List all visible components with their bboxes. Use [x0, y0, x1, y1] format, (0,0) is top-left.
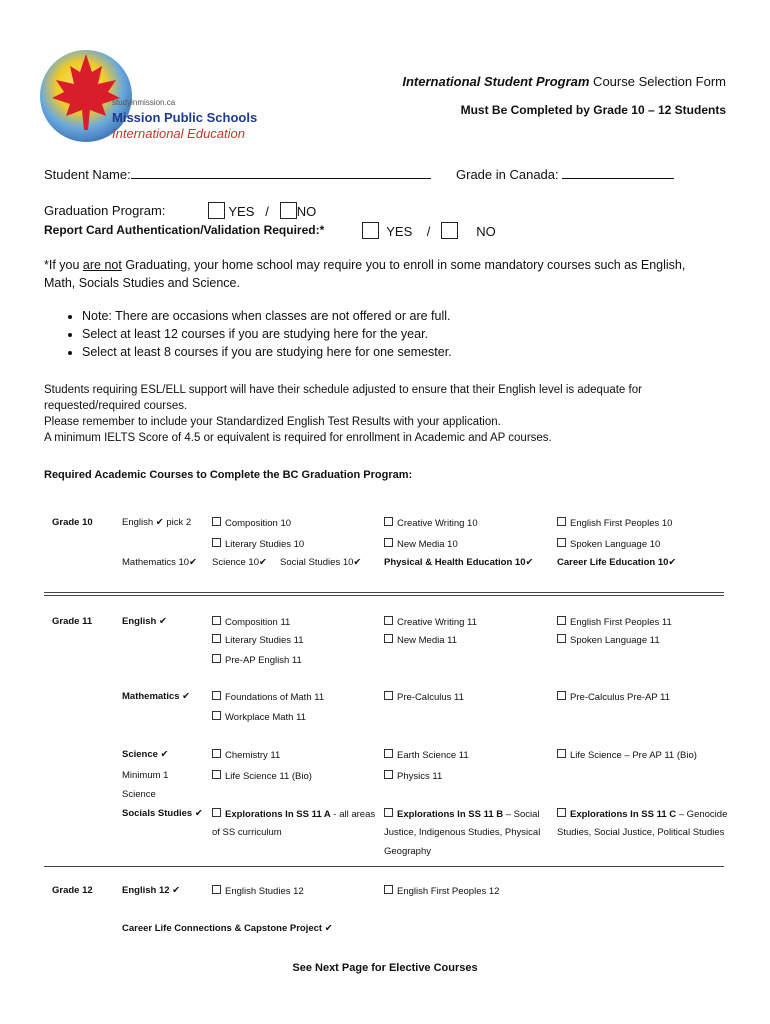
checkbox-icon[interactable]: [384, 808, 393, 817]
course-label-rest: - all areas: [330, 809, 376, 820]
graduation-yes-checkbox[interactable]: [208, 202, 225, 219]
checkbox-icon[interactable]: [212, 885, 221, 894]
course-label: English Studies 12: [225, 886, 304, 897]
course-label: Literary Studies 11: [225, 635, 304, 646]
course-label: New Media 11: [397, 635, 458, 646]
course-option[interactable]: [212, 538, 304, 550]
checkbox-icon[interactable]: [384, 691, 393, 700]
grade11-label: Grade 11: [52, 616, 93, 627]
course-option[interactable]: [212, 517, 291, 529]
course-label: Creative Writing 10: [397, 518, 478, 529]
esl-info: [44, 382, 642, 446]
course-desc: of SS curriculum: [212, 827, 282, 838]
grade-label: Grade in Canada:: [456, 167, 559, 182]
course-label: English First Peoples 12: [397, 886, 500, 897]
course-option[interactable]: [212, 770, 312, 782]
course-desc: Studies, Social Justice, Political Studies: [557, 827, 725, 838]
form-subtitle: Must Be Completed by Grade 10 – 12 Students: [460, 103, 726, 117]
grade11-math: Mathematics ✔: [122, 691, 191, 702]
graduation-no-checkbox[interactable]: [280, 202, 297, 219]
report-card-slash: /: [426, 224, 431, 239]
checkbox-icon[interactable]: [212, 517, 221, 526]
course-option[interactable]: [557, 538, 660, 550]
note-line1-rest: Graduating, your home school may require you to enroll in some mandatory courses such as English,: [121, 258, 686, 272]
student-name-field[interactable]: [131, 166, 431, 179]
course-option[interactable]: [557, 691, 670, 703]
logo-intl-education: International Education: [112, 126, 245, 141]
course-option[interactable]: [212, 885, 304, 897]
divider: [44, 592, 724, 593]
course-option[interactable]: [212, 634, 304, 646]
course-option[interactable]: [212, 616, 290, 628]
form-title: [402, 74, 726, 89]
esl-line: requested/required courses.: [44, 400, 188, 412]
graduation-yes-label: YES: [228, 204, 255, 219]
grade10-phe: Physical & Health Education 10✔: [384, 557, 534, 568]
course-label: English First Peoples 11: [570, 617, 672, 628]
grade11-english: English ✔: [122, 616, 167, 627]
grade10-cle: Career Life Education 10✔: [557, 557, 677, 568]
grade-field[interactable]: [562, 166, 674, 179]
logo-school-name: Mission Public Schools: [112, 110, 258, 125]
grade10-socials: Social Studies 10✔: [280, 557, 362, 568]
course-label: Explorations In SS 11 A: [225, 809, 331, 820]
course-option[interactable]: [384, 634, 457, 646]
esl-line: A minimum IELTS Score of 4.5 or equivalent is required for enrollment in Academic and AP courses.: [44, 432, 552, 444]
checkbox-icon[interactable]: [384, 517, 393, 526]
course-option[interactable]: [384, 538, 458, 550]
checkbox-icon[interactable]: [557, 616, 566, 625]
checkbox-icon[interactable]: [384, 538, 393, 547]
esl-line: Please remember to include your Standardized English Test Results with your application.: [44, 416, 501, 428]
course-option[interactable]: [212, 808, 375, 820]
note-line2: Math, Socials Studies and Science.: [44, 276, 240, 290]
checkbox-icon[interactable]: [212, 808, 221, 817]
course-option[interactable]: [557, 634, 660, 646]
course-label: Spoken Language 10: [570, 539, 661, 550]
course-option[interactable]: [384, 808, 540, 820]
checkbox-icon[interactable]: [557, 691, 566, 700]
course-label: Chemistry 11: [225, 750, 281, 761]
course-label-rest: – Social: [503, 809, 540, 820]
checkbox-icon[interactable]: [557, 634, 566, 643]
report-card-yes-checkbox[interactable]: [362, 222, 379, 239]
course-option[interactable]: [557, 517, 672, 529]
report-card-yes-label: YES: [386, 224, 413, 239]
grade-row: [456, 166, 674, 182]
report-card-no-checkbox[interactable]: [441, 222, 458, 239]
checkbox-icon[interactable]: [557, 808, 566, 817]
checkbox-icon[interactable]: [384, 749, 393, 758]
course-label: Workplace Math 11: [225, 712, 306, 723]
course-option[interactable]: [212, 711, 306, 723]
course-option[interactable]: [212, 749, 280, 761]
checkbox-icon[interactable]: [212, 538, 221, 547]
course-label: Spoken Language 11: [570, 635, 660, 646]
graduation-slash: /: [265, 204, 269, 219]
course-label: Pre-AP English 11: [225, 655, 302, 666]
footer-next-page: See Next Page for Elective Courses: [292, 962, 478, 974]
course-label: Literary Studies 10: [225, 539, 305, 550]
course-label: Explorations In SS 11 C: [570, 809, 677, 820]
grade11-socials: Socials Studies ✔: [122, 808, 203, 819]
grade10-math: Mathematics 10✔: [122, 557, 198, 568]
course-label: Pre-Calculus 11: [397, 692, 464, 703]
divider: [44, 595, 724, 596]
course-option[interactable]: [557, 616, 672, 628]
checkbox-icon[interactable]: [557, 517, 566, 526]
form-title-rest: Course Selection Form: [589, 74, 726, 89]
checkbox-icon[interactable]: [384, 770, 393, 779]
checkbox-icon[interactable]: [557, 538, 566, 547]
note-bullet: • Note: There are occasions when classes are not offered or are full.: [82, 307, 452, 325]
checkbox-icon[interactable]: [212, 634, 221, 643]
course-option[interactable]: [384, 517, 478, 529]
course-option[interactable]: [557, 808, 727, 820]
grade10-label: Grade 10: [52, 517, 93, 528]
checkbox-icon[interactable]: [384, 616, 393, 625]
checkbox-icon[interactable]: [212, 691, 221, 700]
course-label: Pre-Calculus Pre-AP 11: [570, 692, 670, 703]
grade10-science: Science 10✔: [212, 557, 267, 568]
course-label: Composition 11: [225, 617, 291, 628]
required-heading: Required Academic Courses to Complete the BC Graduation Program:: [44, 469, 413, 481]
course-label: Foundations of Math 11: [225, 692, 325, 703]
course-option[interactable]: [384, 616, 477, 628]
report-card-label: Report Card Authentication/Validation Required:*: [44, 223, 325, 237]
student-name-label: Student Name:: [44, 167, 131, 182]
course-label: Life Science 11 (Bio): [225, 771, 312, 782]
grade12-capstone: Career Life Connections & Capstone Project ✔: [122, 923, 333, 934]
checkbox-icon[interactable]: [384, 885, 393, 894]
note-bullet: • Select at least 12 courses if you are studying here for the year.: [82, 325, 452, 343]
course-label-rest: – Genocide: [676, 809, 728, 820]
notes-list: [60, 307, 452, 361]
grade12-english: English 12 ✔: [122, 885, 181, 896]
grade11-science-min: Science: [122, 789, 156, 800]
graduation-no-label: NO: [296, 204, 317, 219]
esl-line: Students requiring ESL/ELL support will have their schedule adjusted to ensure that their English level is adequate for: [44, 384, 642, 396]
course-label: Composition 10: [225, 518, 292, 529]
checkbox-icon[interactable]: [212, 654, 221, 663]
course-label: Explorations In SS 11 B: [397, 809, 504, 820]
course-option[interactable]: [212, 691, 324, 703]
course-label: Earth Science 11: [397, 750, 469, 761]
checkbox-icon[interactable]: [384, 634, 393, 643]
graduation-options: [208, 202, 316, 219]
note-bullet: • Select at least 8 courses if you are studying here for one semester.: [82, 343, 452, 361]
course-label: English First Peoples 10: [570, 518, 673, 529]
course-option[interactable]: [384, 691, 464, 703]
school-logo: [28, 46, 258, 158]
course-label: Physics 11: [397, 771, 443, 782]
logo-url: studyinmission.ca: [112, 98, 176, 107]
checkbox-icon[interactable]: [212, 749, 221, 758]
course-option[interactable]: [384, 885, 499, 897]
course-desc: Geography: [384, 846, 432, 857]
course-option[interactable]: [384, 749, 469, 761]
form-title-italic: International Student Program: [402, 74, 590, 89]
course-label: Life Science – Pre AP 11 (Bio): [570, 750, 697, 761]
course-desc: Justice, Indigenous Studies, Physical: [384, 827, 541, 838]
course-option[interactable]: [557, 749, 697, 761]
report-card-options: [362, 222, 496, 239]
course-label: Creative Writing 11: [397, 617, 477, 628]
checkbox-icon[interactable]: [212, 711, 221, 720]
divider: [44, 866, 724, 867]
note-prefix: *If you: [44, 258, 83, 272]
grade11-science-min: Minimum 1: [122, 770, 169, 781]
grade10-english: English ✔ pick 2: [122, 517, 192, 528]
note-underlined: are not: [82, 258, 122, 272]
student-name-row: [44, 166, 431, 182]
course-label: New Media 10: [397, 539, 458, 550]
report-card-no-label: NO: [476, 224, 496, 239]
checkbox-icon[interactable]: [212, 616, 221, 625]
course-option[interactable]: [384, 770, 442, 782]
grade11-science: Science ✔: [122, 749, 169, 760]
graduation-label: Graduation Program:: [44, 203, 166, 218]
course-option[interactable]: [212, 654, 302, 666]
checkbox-icon[interactable]: [212, 770, 221, 779]
grade12-label: Grade 12: [52, 885, 93, 896]
checkbox-icon[interactable]: [557, 749, 566, 758]
graduation-note: [44, 256, 685, 292]
